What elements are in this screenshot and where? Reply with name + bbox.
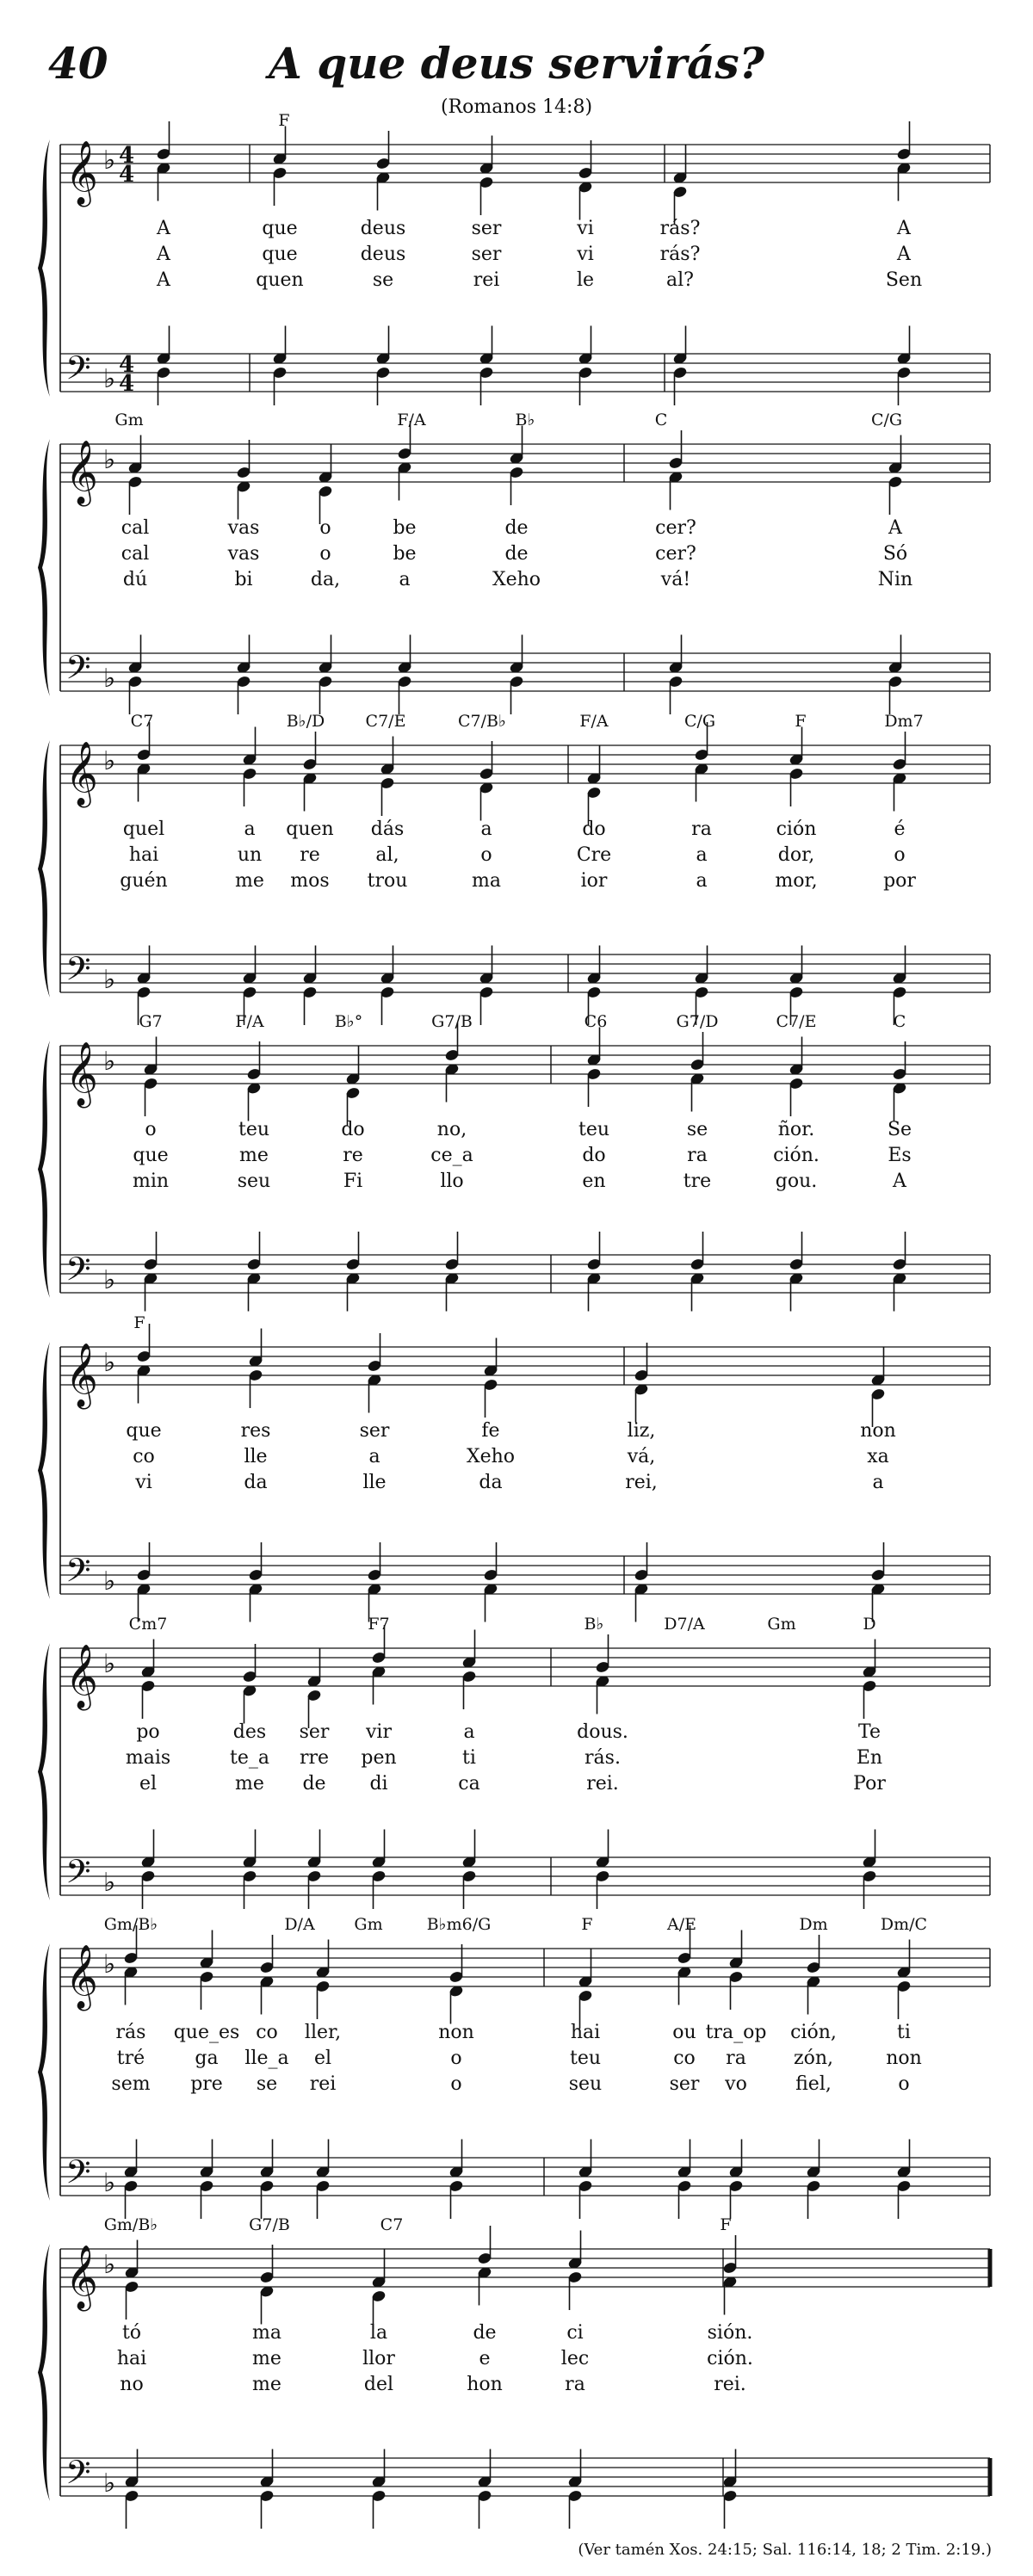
lyric-syllable: a [368,1446,380,1467]
lyric-syllable: la [369,2322,388,2344]
key-signature-flat: ♭ [103,1566,116,1597]
treble-staff [60,2249,990,2287]
lyric-syllable: vi [577,218,594,239]
chord-symbol: C6 [584,1012,608,1031]
lyric-syllable: En [856,1747,883,1769]
lyric-syllable: teu [578,1119,610,1140]
lyric-syllable: da, [310,569,341,590]
lyric-syllable: re [343,1145,363,1166]
lyric-syllable: seu [237,1171,271,1192]
grand-staff-brace [38,1041,50,1298]
lyric-syllable: de [504,517,529,539]
lyric-syllable: e [479,2348,491,2369]
lyric-syllable: mais [125,1747,171,1769]
lyric-syllable: el [313,2048,332,2069]
lyric-syllable: dás [370,819,405,840]
treble-staff [60,1949,990,1986]
hymn-title: A que deus servirás? [269,38,764,89]
chord-symbol: Dm7 [884,712,924,731]
lyric-syllable: ra [726,2048,746,2069]
bass-staff [60,954,990,992]
lyric-syllable: quel [122,819,165,840]
lyric-syllable: ser [359,1420,390,1442]
key-signature-flat: ♭ [103,965,116,995]
lyric-syllable: A [888,517,902,539]
lyric-syllable: Cre [576,844,612,866]
lyric-syllable: vá! [660,569,691,590]
lyric-syllable: ce_a [430,1145,473,1166]
lyric-syllable: A [157,244,170,265]
treble-clef-icon: 𝄞 [65,141,98,205]
lyric-syllable: po [136,1721,160,1743]
lyric-syllable: Por [853,1773,886,1795]
key-signature-flat: ♭ [103,2468,116,2499]
lyric-syllable: hai [116,2348,147,2369]
lyric-syllable: Es [888,1145,912,1166]
lyric-syllable: rei [473,269,500,291]
lyric-syllable: el [139,1773,158,1795]
lyric-syllable: co [673,2048,696,2069]
lyric-syllable: cal [121,517,150,539]
lyric-syllable: be [393,543,417,565]
treble-clef-icon: 𝄞 [65,1645,98,1708]
bass-clef-icon: 𝄢 [65,1250,91,1296]
lyric-syllable: cal [121,543,150,565]
lyric-syllable: pre [190,2073,223,2095]
lyric-syllable: del [363,2374,394,2395]
lyric-syllable: o [319,517,331,539]
lyric-syllable: se [372,269,394,291]
chord-symbol: Gm/B♭ [103,2215,158,2234]
lyric-syllable: o [898,2073,910,2095]
lyric-syllable: seu [568,2073,603,2095]
lyric-syllable: ción [776,819,817,840]
bass-staff [60,1255,990,1293]
lyric-syllable: vir [366,1721,392,1743]
chord-symbol: G7/D [676,1012,719,1031]
lyric-syllable: que [262,218,298,239]
lyric-syllable: ción. [773,1145,820,1166]
lyric-syllable: ra [687,1145,708,1166]
lyric-syllable: o [319,543,331,565]
bass-clef-icon: 𝄢 [65,2453,91,2499]
lyric-syllable: Xeho [466,1446,516,1467]
lyric-syllable: por [883,870,916,892]
lyric-syllable: a [696,870,708,892]
chord-symbol: D7/A [664,1615,705,1634]
lyric-syllable: vo [725,2073,747,2095]
lyric-syllable: A [893,1171,906,1192]
lyric-syllable: tré [116,2048,145,2069]
lyric-syllable: que [262,244,298,265]
chord-symbol: C [654,411,668,429]
lyric-syllable: pen [361,1747,397,1769]
lyric-syllable: ou [672,2022,696,2043]
chord-symbol: C/G [870,411,903,429]
lyric-syllable: da [244,1472,268,1493]
chord-symbol: Gm [354,1915,383,1934]
lyric-syllable: rás? [659,244,701,265]
lyric-syllable: rei, [625,1472,658,1493]
lyric-syllable: cer? [655,517,696,539]
lyric-syllable: deus [360,244,406,265]
lyric-syllable: ser [669,2073,700,2095]
lyric-syllable: me [252,2348,281,2369]
lyric-syllable: mor, [775,870,818,892]
chord-symbol: F/A [397,411,426,429]
lyric-syllable: quen [286,819,334,840]
lyric-syllable: ra [565,2374,585,2395]
lyric-syllable: tra_op [705,2022,767,2043]
lyric-syllable: be [393,517,417,539]
lyric-syllable: hai [570,2022,601,2043]
key-signature-flat: ♭ [103,2250,116,2280]
grand-staff-brace [38,139,50,397]
chord-symbol: B♭° [334,1012,363,1031]
chord-symbol: F/A [235,1012,264,1031]
lyric-syllable: vá, [627,1446,656,1467]
key-signature-flat: ♭ [103,746,116,776]
lyric-syllable: llo [440,1171,464,1192]
chord-symbol: C7/E [776,1012,817,1031]
lyric-syllable: de [473,2322,497,2344]
chord-symbol: B♭/D [286,712,325,731]
key-signature-flat: ♭ [103,1265,116,1295]
lyric-syllable: zón, [794,2048,833,2069]
time-signature-top: 4 [119,352,135,378]
chord-symbol: Cm7 [128,1615,168,1634]
lyric-syllable: dous. [577,1721,628,1743]
lyric-syllable: que_es [173,2022,240,2043]
lyric-syllable: ma [252,2322,281,2344]
lyric-syllable: Nin [877,569,913,590]
lyric-syllable: a [872,1472,884,1493]
treble-clef-icon: 𝄞 [65,1344,98,1407]
lyric-syllable: a [244,819,256,840]
key-signature-flat: ♭ [103,1949,116,1980]
lyric-syllable: a [480,819,492,840]
lyric-syllable: ción, [790,2022,837,2043]
grand-staff-brace [38,1643,50,1900]
chord-symbol: G7 [139,1012,163,1031]
key-signature-flat: ♭ [103,145,116,176]
lyric-syllable: ca [458,1773,480,1795]
key-signature-flat: ♭ [103,2168,116,2198]
chord-symbol: G7/B [249,2215,290,2234]
lyric-syllable: ller, [304,2022,342,2043]
lyric-syllable: do [582,1145,606,1166]
lyric-syllable: deus [360,218,406,239]
lyric-syllable: Te [858,1721,881,1743]
lyric-syllable: ti [462,1747,476,1769]
lyric-syllable: al? [666,269,694,291]
lyric-syllable: de [504,543,529,565]
chord-symbol: Gm [767,1615,796,1634]
chord-symbol: F/A [579,712,609,731]
lyric-syllable: rás [115,2022,146,2043]
treble-clef-icon: 𝄞 [65,1945,98,2009]
lyric-syllable: en [582,1171,606,1192]
bass-staff [60,1857,990,1895]
lyric-syllable: que [133,1145,169,1166]
lyric-syllable: lec [560,2348,590,2369]
chord-symbol: B♭ [584,1615,604,1634]
lyric-syllable: non [886,2048,922,2069]
lyric-syllable: da [479,1472,503,1493]
bass-staff [60,2458,990,2496]
key-signature-flat: ♭ [103,1649,116,1679]
lyric-syllable: co [256,2022,278,2043]
lyric-syllable: trou [367,870,408,892]
chord-symbol: D [863,1615,876,1634]
key-signature-flat: ♭ [103,1348,116,1378]
lyric-syllable: hai [128,844,159,866]
chord-symbol: F [581,1915,593,1934]
lyric-syllable: Se [887,1119,912,1140]
lyric-syllable: a [399,569,411,590]
lyric-syllable: do [582,819,606,840]
lyric-syllable: lle_a [244,2048,289,2069]
lyric-syllable: se [686,1119,708,1140]
lyric-syllable: teu [569,2048,602,2069]
chord-symbol: F [278,111,290,130]
scripture-reference: (Romanos 14:8) [440,96,593,118]
treble-staff [60,1347,990,1385]
lyric-syllable: fiel, [795,2073,832,2095]
lyric-syllable: se [256,2073,278,2095]
lyric-syllable: un [237,844,263,866]
chord-symbol: C/G [684,712,716,731]
lyric-syllable: dú [122,569,148,590]
lyric-syllable: do [341,1119,365,1140]
treble-staff [60,145,990,182]
bass-staff [60,1556,990,1594]
chord-symbol: Gm [114,411,144,429]
lyric-syllable: mos [290,870,330,892]
chord-symbol: B♭m6/G [426,1915,492,1934]
bass-staff [60,653,990,691]
lyric-syllable: liz, [627,1420,656,1442]
lyric-syllable: ser [471,244,502,265]
lyric-syllable: llor [362,2348,395,2369]
chord-symbol: D/A [284,1915,315,1934]
lyric-syllable: teu [238,1119,270,1140]
key-signature-flat: ♭ [103,1047,116,1077]
chord-symbol: A/E [667,1915,696,1934]
lyric-syllable: hon [467,2374,503,2395]
lyric-syllable: fe [481,1420,500,1442]
treble-clef-icon: 𝄞 [65,742,98,806]
lyric-syllable: me [252,2374,281,2395]
chord-symbol: B♭ [515,411,535,429]
lyric-syllable: A [157,269,170,291]
lyric-syllable: ñor. [777,1119,815,1140]
lyric-syllable: ción. [707,2348,753,2369]
chord-symbol: F [720,2215,732,2234]
bass-clef-icon: 𝄢 [65,1551,91,1597]
lyric-syllable: dor, [777,844,815,866]
chord-symbol: Dm [799,1915,828,1934]
lyric-syllable: ser [299,1721,330,1743]
lyric-syllable: gou. [775,1171,818,1192]
treble-clef-icon: 𝄞 [65,441,98,504]
chord-symbol: Gm/B♭ [103,1915,158,1934]
lyric-syllable: rei. [714,2374,746,2395]
lyric-syllable: re [300,844,320,866]
lyric-syllable: o [450,2073,462,2095]
treble-staff [60,1648,990,1686]
chord-symbol: F [795,712,807,731]
lyric-syllable: que [126,1420,162,1442]
lyric-syllable: no [120,2374,144,2395]
bass-staff [60,354,990,392]
grand-staff-brace [38,740,50,998]
lyric-syllable: rre [299,1747,330,1769]
lyric-syllable: o [480,844,492,866]
chord-symbol: C7 [130,712,154,731]
lyric-syllable: quen [256,269,304,291]
lyric-syllable: A [897,244,911,265]
grand-staff-brace [38,1943,50,2201]
lyric-syllable: é [894,819,906,840]
lyric-syllable: ci [566,2322,584,2344]
lyric-syllable: guén [120,870,168,892]
lyric-syllable: me [239,1145,269,1166]
lyric-syllable: bi [234,569,253,590]
lyric-syllable: A [897,218,911,239]
treble-staff [60,444,990,482]
lyric-syllable: des [232,1721,267,1743]
time-signature-top: 4 [119,143,135,169]
lyric-syllable: non [860,1420,896,1442]
lyric-syllable: di [369,1773,388,1795]
lyric-syllable: tre [683,1171,712,1192]
lyric-syllable: lle [244,1446,268,1467]
lyric-syllable: sión. [707,2322,753,2344]
bass-clef-icon: 𝄢 [65,648,91,695]
chord-symbol: C7 [380,2215,404,2234]
chord-symbol: C [893,1012,906,1031]
lyric-syllable: tó [121,2322,142,2344]
lyric-syllable: sem [111,2073,151,2095]
key-signature-flat: ♭ [103,664,116,694]
lyric-syllable: lle [362,1472,387,1493]
lyric-syllable: me [235,870,264,892]
lyric-syllable: ti [897,2022,911,2043]
chord-symbol: F [133,1313,145,1332]
treble-clef-icon: 𝄞 [65,1042,98,1106]
bass-clef-icon: 𝄢 [65,949,91,996]
lyric-syllable: rei. [586,1773,619,1795]
lyric-syllable: A [157,218,170,239]
lyric-syllable: ser [471,218,502,239]
lyric-syllable: xa [867,1446,889,1467]
lyric-syllable: vi [135,1472,152,1493]
lyric-syllable: o [450,2048,462,2069]
lyric-syllable: o [145,1119,157,1140]
hymn-number: 40 [48,38,108,89]
lyric-syllable: no, [436,1119,467,1140]
lyric-syllable: vas [227,543,260,565]
lyric-syllable: ior [580,870,608,892]
lyric-syllable: co [133,1446,155,1467]
bass-clef-icon: 𝄢 [65,2153,91,2199]
treble-clef-icon: 𝄞 [65,2246,98,2309]
lyric-syllable: rás? [659,218,701,239]
bass-clef-icon: 𝄢 [65,1852,91,1899]
key-signature-flat: ♭ [103,1868,116,1898]
time-signature-bottom: 4 [119,162,135,188]
lyric-syllable: Só [882,543,908,565]
lyric-syllable: cer? [655,543,696,565]
chord-symbol: C7/E [365,712,406,731]
lyric-syllable: al, [375,844,399,866]
lyric-syllable: a [463,1721,475,1743]
lyric-syllable: rei [309,2073,337,2095]
lyric-syllable: ga [195,2048,219,2069]
treble-staff [60,745,990,783]
lyric-syllable: non [438,2022,474,2043]
bass-staff [60,2158,990,2196]
lyric-syllable: te_a [230,1747,269,1769]
lyric-syllable: o [894,844,906,866]
key-signature-flat: ♭ [103,445,116,475]
chord-symbol: G7/B [431,1012,473,1031]
lyric-syllable: vas [227,517,260,539]
time-signature-bottom: 4 [119,371,135,397]
chord-symbol: C7/B♭ [458,712,506,731]
lyric-syllable: ma [472,870,501,892]
lyric-syllable: min [132,1171,170,1192]
lyric-syllable: me [235,1773,264,1795]
bass-clef-icon: 𝄢 [65,349,91,395]
lyric-syllable: ra [691,819,712,840]
footer-references: (Ver tamén Xos. 24:15; Sal. 116:14, 18; 2 Tim. 2:19.) [578,2541,992,2559]
treble-staff [60,1046,990,1084]
grand-staff-brace [38,1342,50,1599]
lyric-syllable: vi [577,244,594,265]
lyric-syllable: a [696,844,708,866]
grand-staff-brace [38,2244,50,2501]
key-signature-flat: ♭ [103,364,116,394]
lyric-syllable: le [576,269,595,291]
lyric-syllable: de [302,1773,326,1795]
lyric-syllable: res [240,1420,271,1442]
lyric-syllable: rás. [585,1747,621,1769]
lyric-syllable: Fi [343,1171,363,1192]
chord-symbol: Dm/C [880,1915,928,1934]
lyric-syllable: Sen [885,269,923,291]
lyric-syllable: Xeho [492,569,541,590]
grand-staff-brace [38,439,50,696]
chord-symbol: F7 [368,1615,390,1634]
